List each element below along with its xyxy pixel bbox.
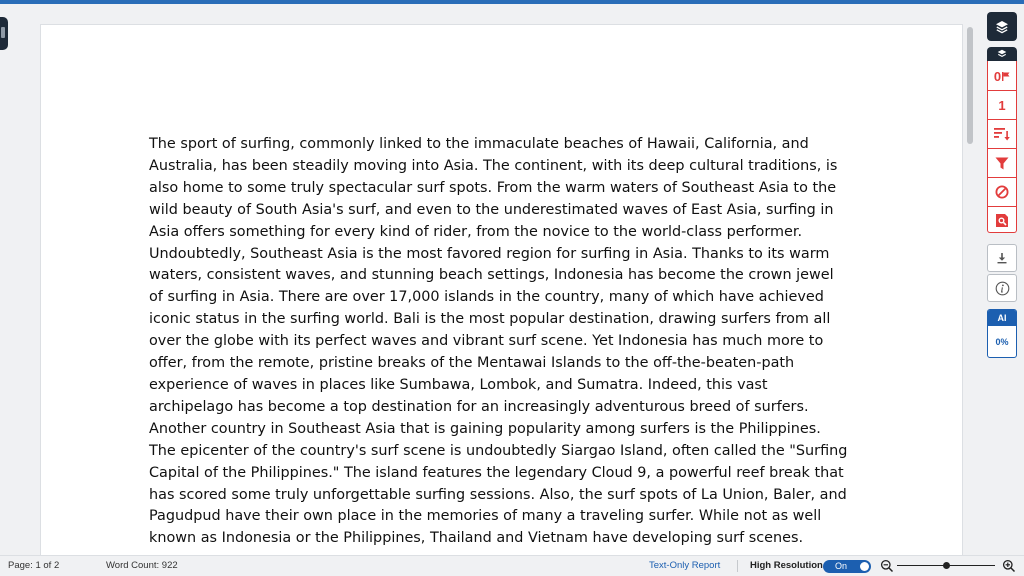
- toggle-state: On: [835, 561, 848, 571]
- document-line: The sport of surfing, commonly linked to the immaculate beaches of Hawaii, California, and: [149, 136, 809, 152]
- search-doc-icon: [995, 213, 1009, 228]
- text-only-report-link[interactable]: Text-Only Report: [649, 560, 721, 571]
- document-scrollbar[interactable]: [967, 27, 974, 552]
- document-line: also home to some truly spectacular surf spots. From the warm waters of Southeast Asia to the: [149, 179, 837, 196]
- layers-small-icon: [997, 49, 1007, 59]
- document-line: Asia offers something for every kind of rider, from the novice to the world-class performer.: [149, 223, 803, 240]
- page-indicator: Page: 1 of 2: [8, 560, 60, 571]
- similarity-tools-group: [987, 61, 1017, 233]
- document-line: offer, from the remote, pristine breaks of the Mentawai Islands to the off-the-beaten-path: [149, 355, 795, 372]
- ai-detection-button[interactable]: [987, 309, 1017, 358]
- document-line: Australia, has been steadily moving into Asia. The continent, with its deep cultural traditions, is: [149, 157, 838, 174]
- flag-icon: [1002, 72, 1010, 81]
- filter-icon: [995, 157, 1009, 170]
- toggle-knob: [860, 562, 869, 571]
- document-line: over the globe with its perfect waves and vibrant surf scene. Yet Indonesia has much more to: [149, 333, 824, 350]
- block-icon: [995, 185, 1009, 199]
- document-line: Pagudpud have their own place in the memories of many a traveling surfer. While not as well: [149, 508, 822, 525]
- document-line: The epicenter of the country's surf scene is undoubtedly Siargao Island, often called the "Surfing: [149, 442, 848, 459]
- sort-icon: [994, 127, 1010, 141]
- download-icon: [996, 252, 1008, 264]
- document-line: iconic status in the surfing world. Bali is the most popular destination, drawing surfers from all: [149, 311, 831, 328]
- scrollbar-thumb[interactable]: [967, 27, 973, 144]
- match-group-header[interactable]: [987, 47, 1017, 61]
- info-button[interactable]: [987, 274, 1017, 302]
- left-panel-toggle[interactable]: [0, 17, 8, 50]
- document-viewer: [40, 24, 963, 556]
- document-line: experience of waves in places like Sumbawa, Lombok, and Sumatra. Indeed, this vast: [149, 376, 768, 393]
- ai-percent: 0%: [995, 336, 1009, 347]
- exclude-button[interactable]: [988, 178, 1016, 206]
- match-count: 1: [998, 97, 1006, 113]
- document-line: waters, consistent waves, and stunning beach settings, Indonesia has become the crown jewel: [149, 267, 834, 284]
- search-doc-button[interactable]: [988, 206, 1016, 234]
- high-resolution-toggle[interactable]: [823, 560, 871, 573]
- filter-button[interactable]: [988, 149, 1016, 177]
- match-count-button[interactable]: [988, 91, 1016, 119]
- layers-button[interactable]: [987, 12, 1017, 41]
- top-accent-bar: [0, 0, 1024, 4]
- sort-button[interactable]: [988, 120, 1016, 148]
- document-line: Undoubtedly, Southeast Asia is the most favored region for surfing in Asia. Thanks to its warm: [149, 245, 830, 262]
- info-icon: [995, 281, 1010, 296]
- document-line: archipelago has become a top destination for an increasingly adventurous breed of surfers.: [149, 398, 809, 415]
- document-line: Another country in Southeast Asia that is gaining popularity among surfers is the Philippines.: [149, 420, 821, 437]
- status-bar: [0, 555, 1024, 575]
- document-line: of surfing in Asia. There are over 17,000 islands in the country, many of which have achieved: [149, 289, 824, 306]
- ai-label: AI: [988, 310, 1016, 326]
- flag-count: 0: [993, 68, 1002, 84]
- download-button[interactable]: [987, 244, 1017, 272]
- layers-icon: [995, 20, 1009, 34]
- flag-button[interactable]: [988, 62, 1016, 90]
- document-text: [149, 134, 854, 550]
- high-resolution-label: High Resolution: [750, 560, 823, 571]
- zoom-out-icon[interactable]: [880, 559, 894, 573]
- document-line: known as Indonesia or the Philippines, Thailand and Vietnam have developing surf scenes.: [149, 530, 804, 547]
- document-line: Capital of the Philippines." The island features the legendary Cloud 9, a powerful reef break that: [149, 464, 844, 481]
- zoom-in-icon[interactable]: [1002, 559, 1016, 573]
- zoom-slider-handle[interactable]: [943, 562, 950, 569]
- document-line: has scored some truly unforgettable surfing sessions. Also, the surf spots of La Union, Baler, and: [149, 486, 847, 503]
- word-count: Word Count: 922: [106, 560, 178, 571]
- document-line: wild beauty of South Asia's surf, and even to the underestimated waves of East Asia, surfing in: [149, 201, 834, 218]
